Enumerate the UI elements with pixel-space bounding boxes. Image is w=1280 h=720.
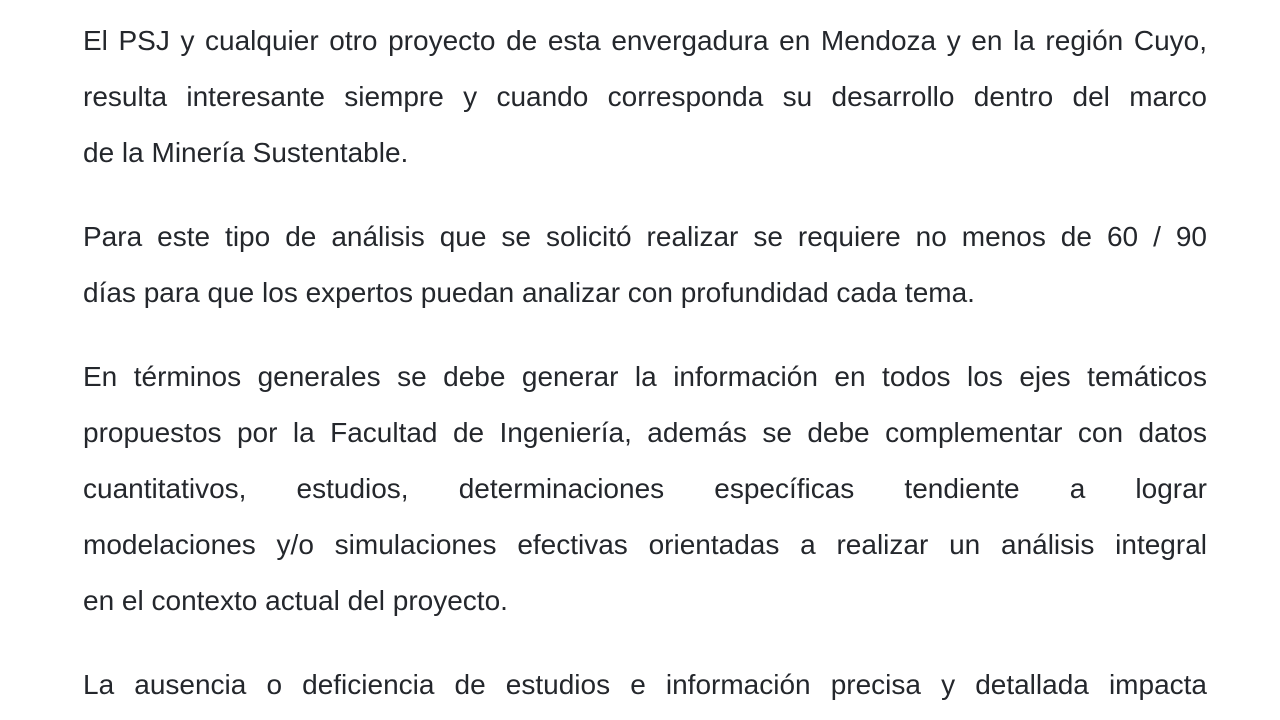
paragraph <box>83 13 1207 181</box>
text-line: días para que los expertos puedan analizar con profundidad cada tema. <box>83 277 975 308</box>
text-line: en el contexto actual del proyecto. <box>83 585 508 616</box>
text-line: resulta interesante siempre y cuando corresponda su desarrollo dentro del marco <box>83 81 1207 112</box>
text-line: cuantitativos, estudios, determinaciones específicas tendiente a lograr <box>83 473 1207 504</box>
text-line: En términos generales se debe generar la información en todos los ejes temáticos <box>83 361 1207 392</box>
paragraph <box>83 657 1207 713</box>
text-line: modelaciones y/o simulaciones efectivas orientadas a realizar un análisis integral <box>83 529 1207 560</box>
text-line: La ausencia o deficiencia de estudios e información precisa y detallada impacta <box>83 669 1207 700</box>
text-line: Para este tipo de análisis que se solicitó realizar se requiere no menos de 60 / 90 <box>83 221 1207 252</box>
document-body <box>83 13 1207 713</box>
text-line: propuestos por la Facultad de Ingeniería, además se debe complementar con datos <box>83 417 1207 448</box>
paragraph <box>83 349 1207 629</box>
text-line: El PSJ y cualquier otro proyecto de esta envergadura en Mendoza y en la región Cuyo, <box>83 25 1207 56</box>
text-line: de la Minería Sustentable. <box>83 137 409 168</box>
paragraph <box>83 209 1207 321</box>
